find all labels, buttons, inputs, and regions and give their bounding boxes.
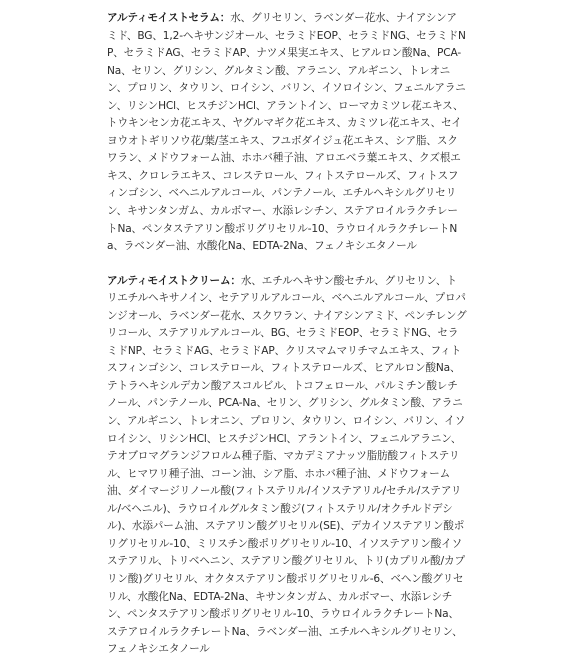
cream-product-name: アルティモイストクリーム： bbox=[107, 274, 241, 287]
serum-ingredients-text: 水、グリセリン、ラベンダー花水、ナイアシンアミド、BG、1,2-ヘキサンジオール、セラミドEOP、セラミドNG、セラミドNP、セラミドAG、セラミドAP、ナツメ果実エキス、ヒアルロン酸Na、PCA-Na、セリン、グリシン、グルタミン酸、アラニン、アルギニン、トレオニン、プロリン、タウリン、ロイシン、バリン、イソロイシン、フェニルアラニン、リシンHCl、ヒスチジンHCl、アラントイン、ローマカミツレ花エキス、トウキンセンカ花エキス、ヤグルマギク花エキス、カミツレ花エキス、セイヨウオトギリソウ花/葉/茎エキス、フユボダイジュ花エキス、シア脂、スクワラン、メドウフォーム油、ホホバ種子油、アロエベラ葉エキス、クズ根エキス、クロレラエキス、コレステロール、フィトステロールズ、フィトスフィンゴシン、ベヘニルアルコール、パンテノール、エチルヘキシルグリセリン、キサンタンガム、カルボマー、水添レシチン、ステアロイルラクチレートNa、ペンタステアリン酸ポリグリセリル-10、ラウロイルラクチレートNa、ラベンダー油、水酸化Na、EDTA-2Na、フェノキシエタノール bbox=[107, 12, 466, 253]
cream-ingredients-section bbox=[107, 273, 467, 659]
ingredient-list-document bbox=[107, 10, 467, 659]
serum-ingredients-section bbox=[107, 10, 467, 256]
serum-product-name: アルティモイストセラム： bbox=[107, 12, 231, 24]
cream-ingredients-text: 水、エチルヘキサン酸セチル、グリセリン、トリエチルヘキサノイン、セテアリルアルコール、ベヘニルアルコール、プロパンジオール、ラベンダー花水、スクワラン、ナイアシンアミド、ペンチレングリコール、ステアリルアルコール、BG、セラミドEOP、セラミドNG、セラミドNP、セラミドAG、セラミドAP、クリスマムマリチマムエキス、フィトスフィンゴシン、コレステロール、フィトステロールズ、ヒアルロン酸Na、テトラヘキシルデカン酸アスコルビル、トコフェロール、パルミチン酸レチノール、パンテノール、PCA-Na、セリン、グリシン、グルタミン酸、アラニン、アルギニン、トレオニン、プロリン、タウリン、ロイシン、バリン、イソロイシン、リシンHCl、ヒスチジンHCl、アラントイン、フェニルアラニン、テオブロマグランジフロルム種子脂、マカデミアナッツ脂肪酸フィトステリル、ヒマワリ種子油、コーン油、シア脂、ホホバ種子油、メドウフォーム油、ダイマージリノール酸(フィトステリル/イソステアリル/セチル/ステアリル/ベヘニル)、ラウロイルグルタミン酸ジ(フィトステリル/オクチルドデシル)、水添パーム油、ステアリン酸グリセリル(SE)、デカイソステアリン酸ポリグリセリル-10、ミリスチン酸ポリグリセリル-10、イソステアリン酸イソステアリル、トリベヘニン、ステアリン酸グリセリル、トリ(カプリル酸/カプリン酸)グリセリル、オクタステアリン酸ポリグリセリル-6、ベヘン酸グリセリル、水酸化Na、EDTA-2Na、キサンタンガム、カルボマー、水添レシチン、ペンタステアリン酸ポリグリセリル-10、ラウロイルラクチレートNa、ステアロイルラクチレートNa、ラベンダー油、エチルヘキシルグリセリン、フェノキシエタノール bbox=[107, 274, 467, 656]
